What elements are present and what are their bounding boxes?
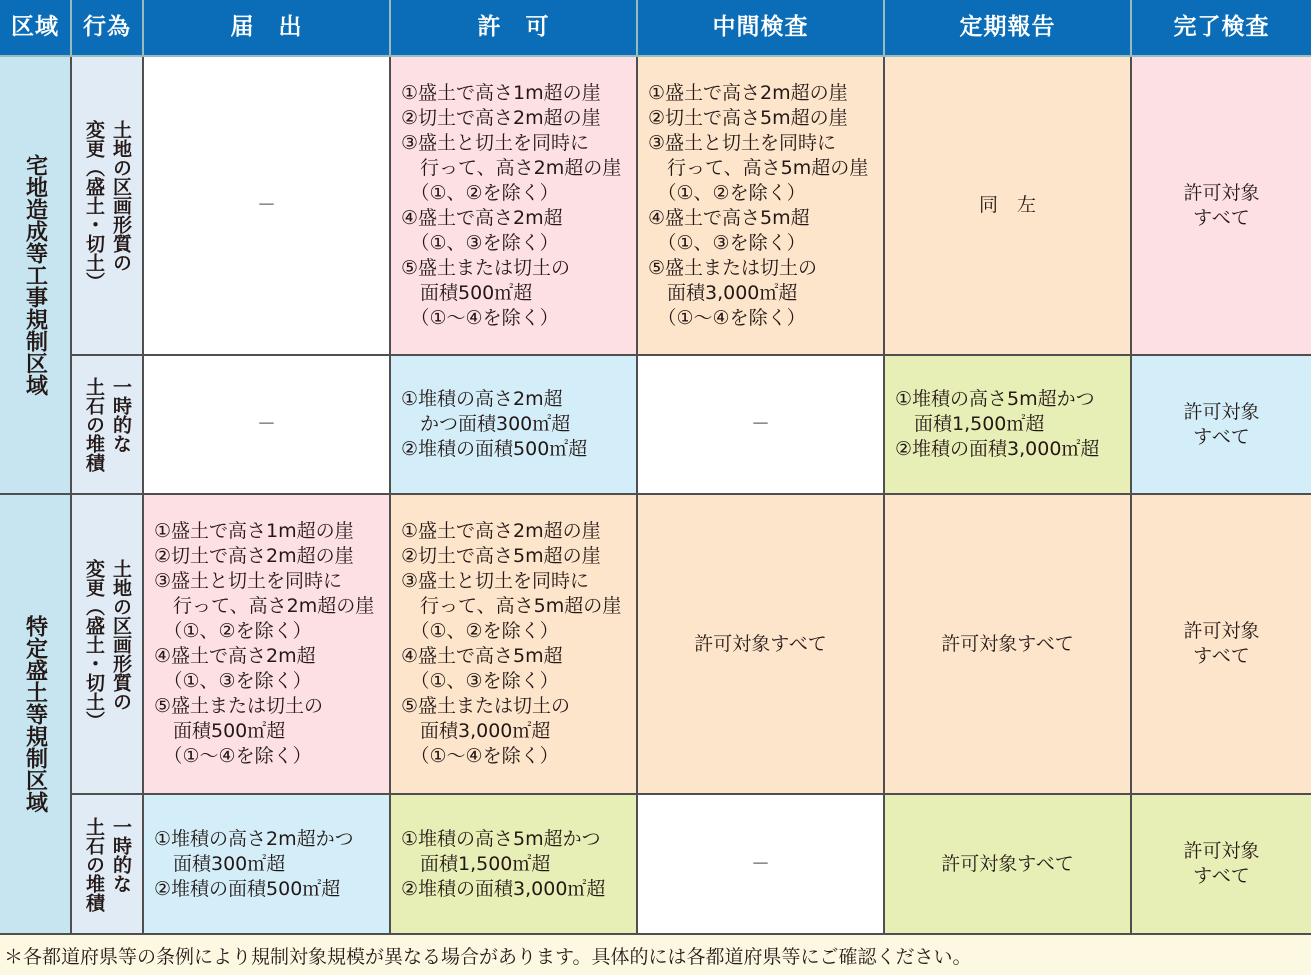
header-notify: 届 出 [144,0,391,57]
header-area: 区域 [0,0,72,57]
r4-interim: － [638,795,885,935]
area-residential: 宅地造成等工事規制区域 [0,57,72,495]
r1-notify: － [144,57,391,356]
r4-notify: ①堆積の高さ2m超かつ 面積300㎡超 ②堆積の面積500㎡超 [144,795,391,935]
act-land-r1: 土地の区画形質の 変更（盛土・切土） [72,57,144,356]
header-permit: 許 可 [391,0,638,57]
r3-permit: ①盛土で高さ2m超の崖 ②切土で高さ5m超の崖 ③盛土と切土を同時に 行って、高さ5m超の崖 （①、②を除く） ④盛土で高さ5m超 （①、③を除く） ⑤盛土または切土の 面積3,000㎡超 （①～④を除く） [391,495,638,795]
header-act: 行為 [72,0,144,57]
r4-permit: ①堆積の高さ5m超かつ 面積1,500㎡超 ②堆積の面積3,000㎡超 [391,795,638,935]
header-periodic: 定期報告 [885,0,1132,57]
area-specified: 特定盛土等規制区域 [0,495,72,935]
footnote: ＊各都道府県等の条例により規制対象規模が異なる場合があります。具体的には各都道府県等にご確認ください。 [0,935,1311,975]
r2-permit: ①堆積の高さ2m超 かつ面積300㎡超 ②堆積の面積500㎡超 [391,356,638,495]
r2-complete: 許可対象 すべて [1132,356,1311,495]
act-temp-r2: 一時的な 土石の堆積 [72,356,144,495]
act-temp-r4: 一時的な 土石の堆積 [72,795,144,935]
r1-interim: ①盛土で高さ2m超の崖 ②切土で高さ5m超の崖 ③盛土と切土を同時に 行って、高さ5m超の崖 （①、②を除く） ④盛土で高さ5m超 （①、③を除く） ⑤盛土または切土の 面積3,000㎡超 （①～④を除く） [638,57,885,356]
r1-complete: 許可対象 すべて [1132,57,1311,356]
r2-interim: － [638,356,885,495]
act-land-r3: 土地の区画形質の 変更（盛土・切土） [72,495,144,795]
r2-periodic: ①堆積の高さ5m超かつ 面積1,500㎡超 ②堆積の面積3,000㎡超 [885,356,1132,495]
r2-notify: － [144,356,391,495]
r3-complete: 許可対象 すべて [1132,495,1311,795]
r1-periodic: 同 左 [885,57,1132,356]
r3-notify: ①盛土で高さ1m超の崖 ②切土で高さ2m超の崖 ③盛土と切土を同時に 行って、高さ2m超の崖 （①、②を除く） ④盛土で高さ2m超 （①、③を除く） ⑤盛土または切土の 面積500㎡超 （①～④を除く） [144,495,391,795]
r1-permit: ①盛土で高さ1m超の崖 ②切土で高さ2m超の崖 ③盛土と切土を同時に 行って、高さ2m超の崖 （①、②を除く） ④盛土で高さ2m超 （①、③を除く） ⑤盛土または切土の 面積500㎡超 （①～④を除く） [391,57,638,356]
header-complete: 完了検査 [1132,0,1311,57]
r3-periodic: 許可対象すべて [885,495,1132,795]
r4-complete: 許可対象 すべて [1132,795,1311,935]
header-interim: 中間検査 [638,0,885,57]
r4-periodic: 許可対象すべて [885,795,1132,935]
r3-interim: 許可対象すべて [638,495,885,795]
